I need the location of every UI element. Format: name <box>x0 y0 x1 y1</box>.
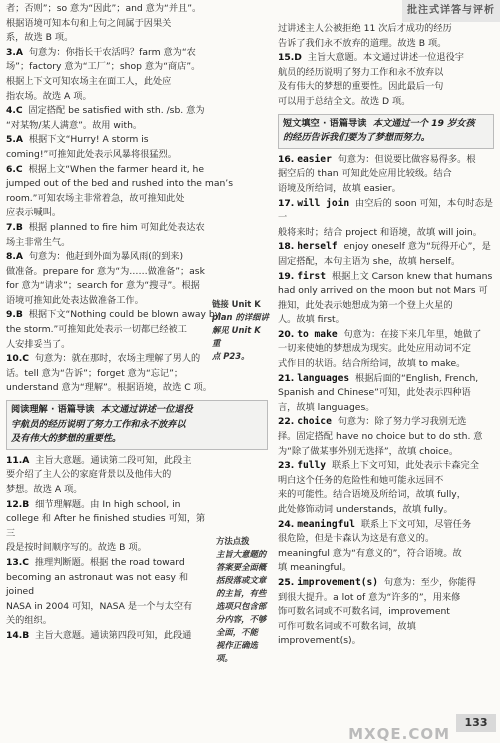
answer-line: meaningful 意为“有意义的”，符合语境。故 <box>278 547 462 559</box>
reading-guide-box <box>6 400 268 450</box>
answer-line: 话。tell 意为“告诉”；forget 意为“忘记”； <box>6 367 184 379</box>
answer-line: 人。故填 first。 <box>278 314 345 326</box>
guide-line: 及有伟大的梦想的重要性。 <box>11 433 122 445</box>
method-note <box>216 535 272 665</box>
answer-19 <box>278 270 494 328</box>
answer-line: Spanish and Chinese”可知，此处表示四种语 <box>278 387 471 399</box>
answer-line: 5.A 根据下文“Hurry! A storm is <box>6 134 149 146</box>
answer-line: 填 meaningful。 <box>278 562 352 574</box>
answer-line: had only arrived on the moon but not Mars 可 <box>278 285 488 297</box>
answer-14 <box>6 629 212 644</box>
method-note-line: 主旨大意题的 <box>216 549 267 559</box>
guide-line: 宇航员的经历说明了努力工作和永不放弃以 <box>11 418 186 430</box>
answer-line: 20. to make 句意为：在接下来几年里，她做了 <box>278 328 482 340</box>
answer-line: 15.D 主旨大意题。本文通过讲述一位退役宇 <box>278 52 464 64</box>
method-note-line: 视作正确选 <box>216 640 258 650</box>
right-top-line: 告诉了我们永不放弃的道理。故选 B 项。 <box>278 37 447 49</box>
answer-line: 指农场。故选 A 项。 <box>6 90 92 102</box>
answer-15 <box>278 51 494 109</box>
link-note <box>212 298 270 363</box>
guide-line: 阅读理解 · 语篇导读 本文通过讲述一位退役 <box>11 404 193 416</box>
method-note-line: 分内容，不够 <box>216 614 267 624</box>
answer-25 <box>278 576 494 649</box>
answer-line: 8.A 句意为：他赶到外面为暴风雨(的到来) <box>6 251 184 263</box>
answer-line: 言，故填 languages。 <box>278 401 375 413</box>
answer-line: 择。固定搭配 have no choice but to do sth. 意 <box>278 431 483 443</box>
answer-line: 般将来时；结合 project 和语境，故填 will join。 <box>278 226 482 238</box>
answer-line: 23. fully 联系上下文可知，此处表示卡森完全 <box>278 460 479 472</box>
answer-line: understand 意为“理解”。根据语境，故选 C 项。 <box>6 382 212 394</box>
answer-3 <box>6 46 268 104</box>
answer-13 <box>6 556 212 629</box>
answer-line: 可以用于总结全文。故选 D 项。 <box>278 95 411 107</box>
method-note-line: 项。 <box>216 653 233 663</box>
answer-line: 13.C 推理判断题。根据 the road toward <box>6 556 185 568</box>
answer-line: 24. meaningful 联系上下文可知，尽管任务 <box>278 518 472 530</box>
right-top-line: 过讲述主人公被拒绝 11 次后才成功的经历 <box>278 23 452 34</box>
intro-line: 根据语境可知本句和上句之间属于因果关 <box>6 17 172 29</box>
answer-line: 要介绍了主人公的家庭背景以及他伟大的 <box>6 469 172 481</box>
answer-line: the storm.”可推知此处表示一切都已经被工 <box>6 324 187 336</box>
answer-line: 7.B 根据 planned to fire him 可知此处表达农 <box>6 221 205 233</box>
link-note-line: plan 的详细讲 <box>212 312 269 322</box>
answer-line: 25. improvement(s) 句意为：至少，你能得 <box>278 576 476 588</box>
link-note-line: 点 P23。 <box>212 351 250 361</box>
answer-line: college 和 After he finished studies 可知，第三 <box>6 513 206 539</box>
answer-line: “对某物/某人满意”。故用 with。 <box>6 119 143 131</box>
answer-line: 17. will join 由空后的 soon 可知，本句时态是一 <box>278 197 493 224</box>
method-note-line: 答案要全面概 <box>216 562 267 572</box>
answer-12 <box>6 498 212 556</box>
answer-line: 18. herself enjoy oneself 意为“玩得开心”，是 <box>278 241 491 253</box>
answer-24 <box>278 518 494 576</box>
answer-line: 9.B 根据下文“Nothing could be blown away by <box>6 309 221 321</box>
answer-line: room.”可知农场主非常着急，故可推知此处 <box>6 192 185 204</box>
link-note-line: 解见 Unit K 重 <box>212 325 261 348</box>
answer-line: 明白这个任务的危险性和她可能永远回不 <box>278 474 444 486</box>
answer-20 <box>278 328 494 372</box>
answer-line: 段是按时间顺序写的。故选 B 项。 <box>6 542 147 554</box>
answer-line: 21. languages 根据后面的“English, French, <box>278 372 479 384</box>
answer-line: 根据上下文可知农场主在面工人，此处应 <box>6 75 172 87</box>
answer-11 <box>6 454 212 498</box>
answer-17 <box>278 197 494 241</box>
answer-line: 3.A 句意为：你指长干农活吗？farm 意为“农 <box>6 46 196 58</box>
answer-7 <box>6 221 206 250</box>
page-number: 133 <box>456 714 496 732</box>
answer-line: 应表示喊叫。 <box>6 207 62 219</box>
answer-line: NASA in 2004 可知，NASA 是一个与太空有 <box>6 600 193 612</box>
answer-line: 固定搭配，本句主语为 she，故填 herself。 <box>278 255 461 267</box>
answer-line: 推知，此处表示她想成为第一个登上火星的 <box>278 299 453 311</box>
answer-line: 很危险，但是卡森认为这是有意义的。 <box>278 533 435 545</box>
answer-line: 梦想。故选 A 项。 <box>6 484 83 495</box>
answer-line: becoming an astronaut was not easy 和 joined <box>6 571 189 598</box>
answer-16 <box>278 153 494 197</box>
intro-line: 者；否则”；so 意为“因此”；and 意为“并且”。 <box>6 3 202 14</box>
answer-line: 式作目的状语。结合所给词，故填 to make。 <box>278 358 466 370</box>
answer-line: 11.A 主旨大意题。通读第二段可知，此段主 <box>6 454 192 466</box>
answer-22 <box>278 415 494 459</box>
method-note-line: 选项只包含部 <box>216 601 267 611</box>
answer-line: 关的组织。 <box>6 615 52 627</box>
method-note-line: 全面，不能 <box>216 627 258 637</box>
intro-line: 系，故选 B 项。 <box>6 32 74 44</box>
right-column <box>278 22 494 649</box>
answer-21 <box>278 372 494 416</box>
answer-line: 22. choice 句意为：除了努力学习我别无选 <box>278 416 467 428</box>
answer-line: 6.C 根据上文“When the farmer heard it, he <box>6 163 205 175</box>
answer-line: 人安排妥当了。 <box>6 338 71 350</box>
answer-line: 可作可数名词或不可数名词，故填 <box>278 620 416 632</box>
answer-line: 16. easier 句意为：但说要比做容易得多。根 <box>278 153 476 165</box>
answer-line: 14.B 主旨大意题。通读第四段可知，此段通 <box>6 629 192 641</box>
answer-line: 场主非常生气。 <box>6 236 71 248</box>
answer-line: 12.B 细节理解题。由 In high school, in <box>6 498 181 510</box>
answer-23 <box>278 459 494 517</box>
answer-line: 语境可推知此处表达做准备工作。 <box>6 294 144 306</box>
answer-line: 10.C 句意为：就在那时，农场主理解了男人的 <box>6 353 201 365</box>
method-note-title: 方法点拨 <box>216 536 250 546</box>
answer-line: jumped out of the bed and rushed into the man’s <box>6 178 233 190</box>
guide-line: 的经历告诉我们要为了梦想而努力。 <box>283 132 430 144</box>
answer-line: 此处修饰动词 understands，故填 fully。 <box>278 504 453 515</box>
link-note-title: 链接 Unit K <box>212 299 261 309</box>
answer-4 <box>6 104 268 133</box>
answer-line: 做准备。prepare for 意为“为……做准备”；ask <box>6 265 205 277</box>
answer-line: 4.C 固定搭配 be satisfied with sth. /sb. 意为 <box>6 105 205 117</box>
answer-line: 航员的经历说明了努力工作和永不放弃以 <box>278 66 444 78</box>
answer-line: 为“除了做某事外别无选择”，故填 choice。 <box>278 445 459 457</box>
guide-line: 短文填空 · 语篇导读 本文通过一个 19 岁女孩 <box>283 117 475 129</box>
cloze-guide-box <box>278 114 494 149</box>
method-note-line: 括段落或文章 <box>216 575 267 585</box>
method-note-line: 的主旨，有些 <box>216 588 267 598</box>
answer-line: 一切来使她的梦想成为现实。此处应用动词不定 <box>278 343 471 355</box>
answer-5 <box>6 133 268 162</box>
answer-line: 语境及所给词，故填 easier。 <box>278 182 401 194</box>
section-header-tag: 批注式详答与评析 <box>402 0 500 22</box>
answer-line: 来的可能性。结合语境及所给词，故填 fully， <box>278 489 466 501</box>
answer-8 <box>6 250 206 308</box>
answer-line: improvement(s)。 <box>278 635 361 647</box>
answer-line: 据空后的 than 可知此处应用比较级。结合 <box>278 168 452 180</box>
answer-6 <box>6 163 268 221</box>
answer-line: 饰可数名词或不可数名词，improvement <box>278 606 450 618</box>
answer-line: 19. first 根据上文 Carson knew that humans <box>278 270 493 282</box>
answer-line: 场”；factory 意为“工厂”；shop 意为“商店”。 <box>6 61 201 73</box>
answer-line: coming!”可推知此处表示风暴将很猛烈。 <box>6 148 177 160</box>
answer-line: for 意为“请求”；search for 意为“搜寻”。根据 <box>6 280 200 292</box>
watermark: MXQE.COM <box>348 725 450 743</box>
answer-line: 及有伟大的梦想的重要性。因此最后一句 <box>278 81 444 93</box>
answer-18 <box>278 240 494 269</box>
answer-line: 到很大提升。a lot of 意为“许多的”，用来修 <box>278 591 461 603</box>
